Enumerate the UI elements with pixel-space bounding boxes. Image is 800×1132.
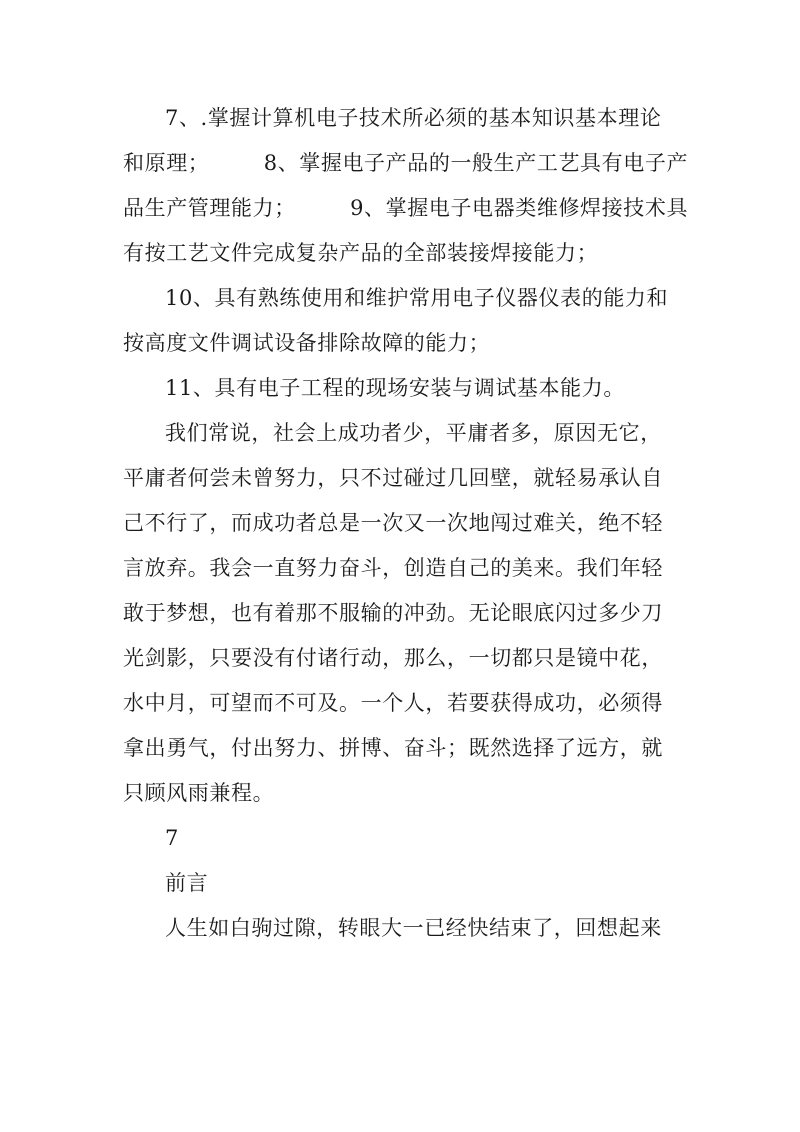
- paragraph-line-item-7: 7、.掌握计算机电子技术所必须的基本知识基本理论: [165, 106, 662, 130]
- paragraph-line-item-10: 10、具有熟练使用和维护常用电子仪器仪表的能力和: [165, 286, 669, 310]
- paragraph-line-item-11: 11、具有电子工程的现场安装与调试基本能力。: [165, 376, 625, 400]
- section-heading-preface: 前言: [165, 871, 209, 895]
- paragraph-line: 和原理； 8、掌握电子产品的一般生产工艺具有电子产: [123, 151, 689, 175]
- document-body: [123, 96, 689, 951]
- paragraph-line: 己不行了，而成功者总是一次又一次地闯过难关，绝不轻: [123, 511, 663, 535]
- paragraph-line: 水中月，可望而不可及。一个人，若要获得成功，必须得: [123, 691, 663, 715]
- paragraph-line: 平庸者何尝未曾努力，只不过碰过几回壁，就轻易承认自: [123, 466, 663, 490]
- paragraph-line: 敢于梦想，也有着那不服输的冲劲。无论眼底闪过多少刀: [123, 601, 663, 625]
- paragraph-line: 言放弃。我会一直努力奋斗，创造自己的美来。我们年轻: [123, 556, 663, 580]
- paragraph-line: 有按工艺文件完成复杂产品的全部装接焊接能力；: [123, 241, 599, 265]
- paragraph-line: 品生产管理能力； 9、掌握电子电器类维修焊接技术具: [123, 196, 689, 220]
- paragraph-line-preface-start: 人生如白驹过隙，转眼大一已经快结束了，回想起来: [165, 916, 662, 940]
- paragraph-line: 光剑影，只要没有付诸行动，那么，一切都只是镜中花，: [123, 646, 663, 670]
- paragraph-line: 拿出勇气，付出努力、拼博、奋斗；既然选择了远方，就: [123, 736, 663, 760]
- page-number: 7: [165, 826, 179, 850]
- paragraph-line: 按高度文件调试设备排除故障的能力；: [123, 331, 491, 355]
- paragraph-line: 只顾风雨兼程。: [123, 781, 275, 805]
- paragraph-line-essay-start: 我们常说，社会上成功者少，平庸者多，原因无它，: [165, 421, 662, 445]
